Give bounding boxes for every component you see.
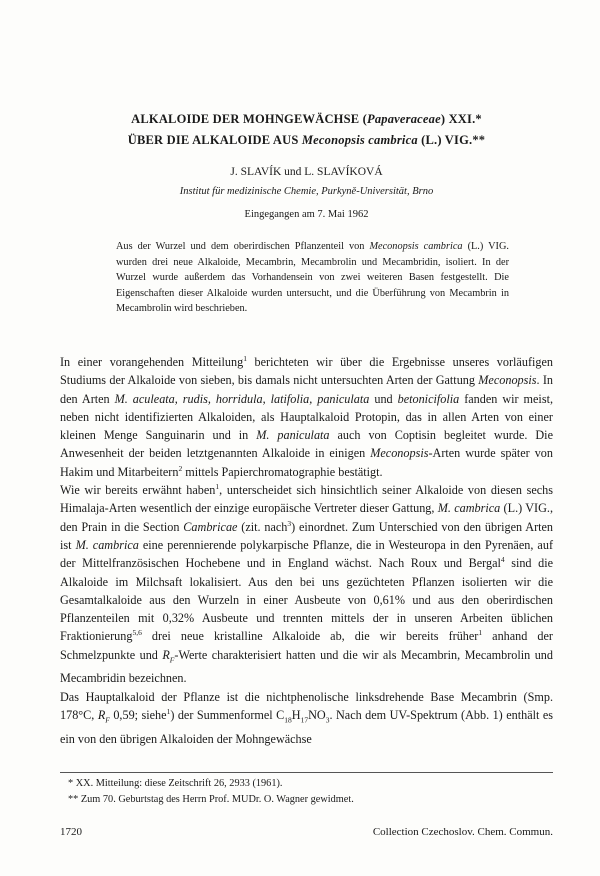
article-title-line-2 <box>60 130 553 150</box>
reference-marker: 1 <box>215 482 220 492</box>
abstract-species: Meconopsis cambrica <box>369 241 463 252</box>
reference-marker: 5,6 <box>132 628 142 638</box>
title-species-name: Meconopsis cambrica <box>301 133 418 147</box>
text: . Nach dem UV-Spektrum (Abb. 1) enthält es ein von den übrigen Alkaloiden der Mohngewächse <box>60 708 553 746</box>
reference-marker: 4 <box>500 555 505 565</box>
section-name: Cambricae <box>183 519 238 534</box>
journal-page <box>60 0 553 876</box>
formula-subscript: 3 <box>325 715 330 725</box>
abstract <box>116 239 509 317</box>
text: ) einordnet. Zum Unterschied von den übrigen Arten ist <box>60 519 554 552</box>
text: eine perennierende polykarpische Pflanze, die in Westeuropa in den Pyrenäen, auf der Mittelfranzösischen Hochebene und in England wächst. Nach Roux und Bergal <box>60 537 553 571</box>
species-name: M. cambrica <box>75 537 139 552</box>
text: fanden wir meist, neben nicht identifizierten Alkaloiden, als Hauptalkaloid Protopin, das in allen Arten von einer kleinen Menge Sanguinarin und in <box>60 391 553 443</box>
rf-symbol: R <box>162 647 170 662</box>
reference-marker: 1 <box>243 353 247 363</box>
formula-subscript: 18 <box>284 715 292 725</box>
text: Wie wir bereits erwähnt haben <box>60 483 216 498</box>
genus-name: Meconopsis <box>478 373 537 388</box>
rf-symbol: R <box>97 708 106 723</box>
text: ) der Summenformel C <box>170 708 285 723</box>
reference-marker: 1 <box>478 628 483 638</box>
authors: J. SLAVÍK und L. SLAVÍKOVÁ <box>230 166 383 178</box>
text: H <box>291 708 301 723</box>
title-family-name: Papaveraceae <box>366 112 441 126</box>
article-title-line-1 <box>60 109 553 129</box>
reference-marker: 3 <box>287 518 292 528</box>
footnotes <box>60 776 553 808</box>
genus-name: Meconopsis <box>370 446 429 461</box>
article-body <box>60 353 553 748</box>
text: anhand der Schmelzpunkte und <box>60 629 553 662</box>
paragraph-1 <box>60 353 553 481</box>
text: , unterscheidet sich hinsichtlich seiner Alkaloide von diesen sechs Himalaja-Arten wesentlich der einzige europäische Vertreter dieser Gattung, <box>60 483 553 516</box>
text: -Arten wurde später von Hakim und Mitarbeitern <box>60 446 553 479</box>
species-name: M. paniculata <box>256 428 330 443</box>
paragraph-2 <box>60 481 553 688</box>
title-text: ) XXI.* <box>440 112 482 126</box>
text: . In den Arten <box>60 373 553 406</box>
species-names: M. aculeata, rudis, horridula, latifolia, paniculata <box>114 391 370 406</box>
title-text: (L.) VIG.** <box>417 133 486 147</box>
text: Das Hauptalkaloid der Pflanze ist die nichtphenolische linksdrehende Base Mecambrin (Smp. 178°C, <box>60 689 553 723</box>
text: auch von Coptisin begleitet wurde. Die Anwesenheit der beiden letztgenannten Alkaloide in einigen <box>60 428 553 461</box>
page-number: 1720 <box>60 826 82 838</box>
formula-subscript: 17 <box>300 715 309 725</box>
text: sind die Alkaloide im Milchsaft lokalisiert. Aus den bei uns gezüchteten Pflanzen isolierten wir die Gesamtalkaloide aus den Wurzeln in einer Ausbeute von 0,61% und aus den oberirdischen Pflanzenteilen mit 0,32% Ausbeute und trennten mittels der in unseren Arbeiten üblichen Fraktionierung <box>60 556 553 644</box>
text: berichteten wir über die Ergebnisse unseres vorläufigen Studiums der Alkaloide von sieben, bis damals nicht untersuchten Arten der Gattung <box>60 355 553 388</box>
text: 0,59; siehe <box>109 708 167 723</box>
species-name: M. cambrica <box>437 501 501 516</box>
rf-subscript: F <box>105 715 110 725</box>
text: NO <box>308 708 326 723</box>
text: In einer vorangehenden Mitteilung <box>60 355 244 369</box>
title-text: ALKALOIDE DER MOHNGEWÄCHSE ( <box>131 112 367 126</box>
title-text: ÜBER DIE ALKALOIDE AUS <box>127 133 302 147</box>
text: (zit. nach <box>237 519 288 534</box>
reference-marker: 1 <box>166 707 171 717</box>
abstract-text: (L.) VIG. wurden drei neue Alkaloide, Mecambrin, Mecambrolin und Mecambridin, isoliert. In der Wurzel wurde außerdem das Vorhandensein von zwei weiteren Basen festgestellt. Die Eigenschaften dieser Alkaloide wurden untersucht, und die Überführung von Mecambrin in Mecambrolin wird beschrieben. <box>116 241 509 314</box>
text: mittels Papierchromatographie bestätigt. <box>182 464 383 479</box>
footnote-2: ** Zum 70. Geburtstag des Herrn Prof. MUDr. O. Wagner gewidmet. <box>68 794 354 805</box>
paragraph-3 <box>60 688 553 748</box>
footnote-divider <box>60 772 553 773</box>
reference-marker: 2 <box>178 463 183 473</box>
received-date: Eingegangen am 7. Mai 1962 <box>244 209 369 220</box>
institute: Institut für medizinische Chemie, Purkyně-Universität, Brno <box>179 186 434 197</box>
journal-name: Collection Czechoslov. Chem. Commun. <box>372 826 553 838</box>
text: drei neue kristalline Alkaloide ab, die wir bereits früher <box>141 629 479 644</box>
text: -Werte charakterisiert hatten und die wir als Mecambrin, Mecambrolin und Mecambridin bezeichnen. <box>60 647 553 686</box>
text: (L.) VIG., den Prain in die Section <box>60 501 553 534</box>
text: und <box>369 391 398 406</box>
species-name: betonicifolia <box>397 391 460 406</box>
rf-subscript: F <box>169 655 175 665</box>
footnote-1: * XX. Mitteilung: diese Zeitschrift 26, 2933 (1961). <box>68 778 283 789</box>
abstract-text: Aus der Wurzel und dem oberirdischen Pflanzenteil von <box>116 241 370 252</box>
